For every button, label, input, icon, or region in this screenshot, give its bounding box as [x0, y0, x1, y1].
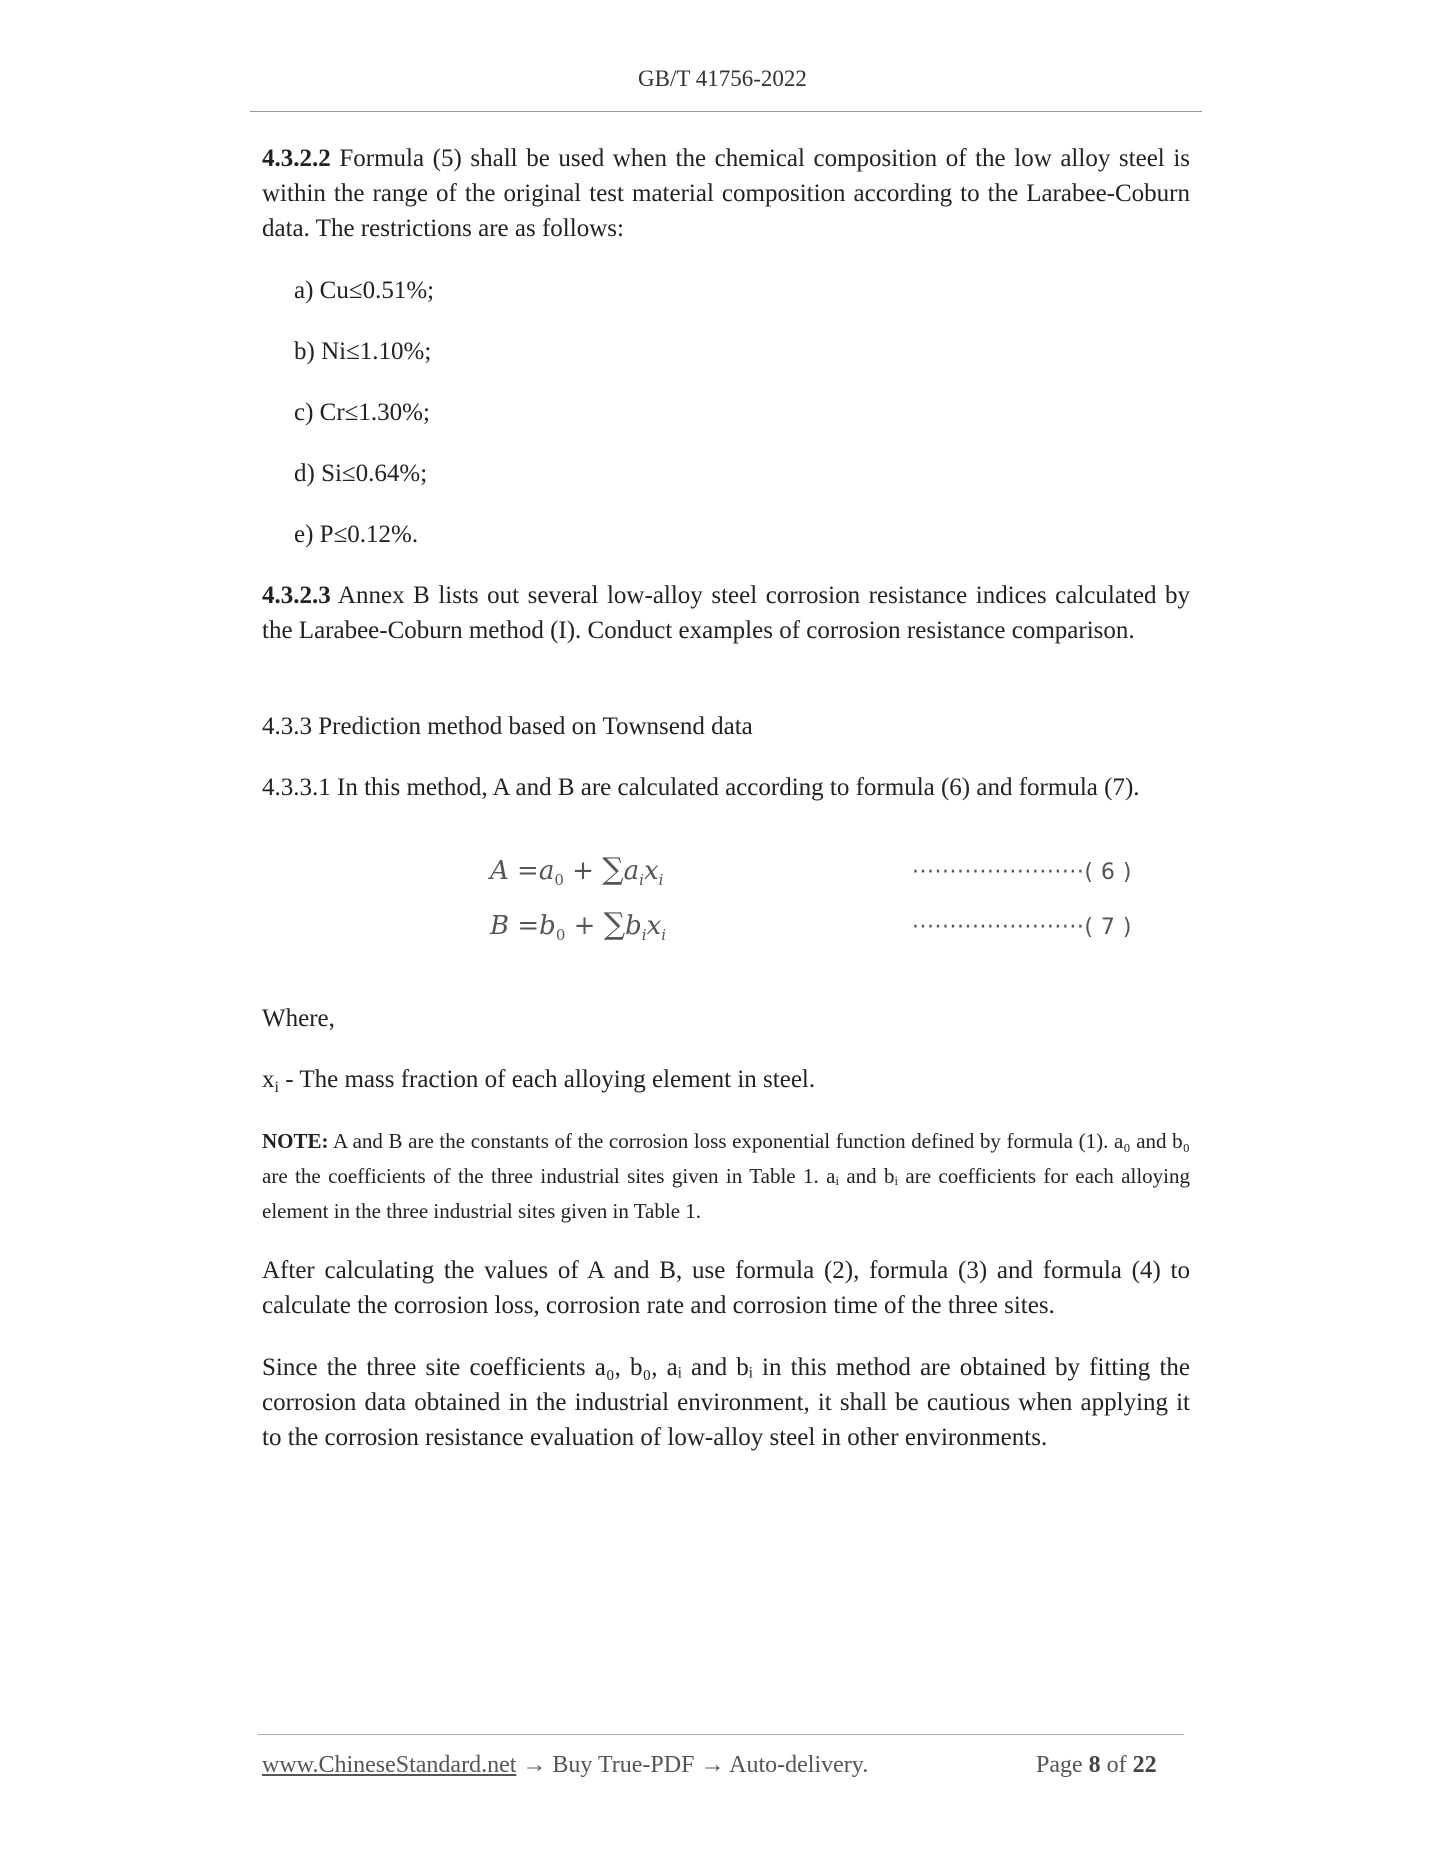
- section-4-3-3: 4.3.3 Prediction method based on Townsend data: [262, 713, 753, 740]
- paragraph-after-calculating: After calculating the values of A and B, use formula (2), formula (3) and formula (4) to calculate the corrosion loss, corrosion rate and corrosion time of the three sites.: [262, 1257, 1190, 1319]
- section-4-3-2-3: [262, 578, 1190, 648]
- restriction-item: c) Cr≤1.30%;: [294, 399, 430, 426]
- section-number: 4.3.2.2: [262, 145, 331, 172]
- restriction-item: a) Cu≤0.51%;: [294, 277, 435, 304]
- restriction-item: d) Si≤0.64%;: [294, 460, 428, 487]
- formula-6: $A =a_0 + \sum a_ix_i$: [490, 852, 664, 889]
- section-4-3-2-2: [262, 141, 1190, 246]
- section-number: 4.3.2.3: [262, 582, 331, 609]
- page-number: Page 8 of 22: [1036, 1752, 1157, 1778]
- note: [262, 1124, 1190, 1229]
- restriction-item: b) Ni≤1.10%;: [294, 338, 432, 365]
- page-header: GB/T 41756-2022: [638, 66, 807, 91]
- header-divider: [250, 111, 1202, 112]
- formula-7-leader: ·······················( 7 ): [912, 915, 1132, 940]
- note-label: NOTE:: [262, 1129, 329, 1153]
- section-text: Formula (5) shall be used when the chemical composition of the low alloy steel is within the range of the original test material composition according to the Larabee-Coburn data. The restrictions are as follows:: [262, 145, 1190, 242]
- restriction-item: e) P≤0.12%.: [294, 521, 419, 548]
- where-definition: $x_i$ - The mass fraction of each alloying element in steel.: [262, 1066, 816, 1096]
- where-label: Where,: [262, 1005, 335, 1032]
- formula-6-leader: ·······················( 6 ): [912, 860, 1132, 885]
- footer-links: www.ChineseStandard.net → Buy True-PDF → Auto-delivery.: [262, 1752, 869, 1778]
- footer-divider: [258, 1734, 1184, 1735]
- section-text: Annex B lists out several low-alloy steel corrosion resistance indices calculated by the Larabee-Coburn method (I). Conduct examples of corrosion resistance comparison.: [262, 582, 1190, 644]
- note-text: A and B are the constants of the corrosion loss exponential function defined by formula (1). a₀ and b₀ are the coefficients of the three industrial sites given in Table 1. aᵢ and bᵢ are coefficients for each alloying element in the three industrial sites given in Table 1.: [262, 1129, 1190, 1223]
- section-4-3-3-1: 4.3.3.1 In this method, A and B are calculated according to formula (6) and formula (7).: [262, 774, 1140, 801]
- paragraph-since: Since the three site coefficients a₀, b₀, aᵢ and bᵢ in this method are obtained by fitting the corrosion data obtained in the industrial environment, it shall be cautious when applying it to the corrosion resistance evaluation of low-alloy steel in other environments.: [262, 1354, 1190, 1451]
- website-link[interactable]: www.ChineseStandard.net: [262, 1752, 517, 1778]
- formula-7: $B =b_0 + \sum b_ix_i$: [490, 907, 667, 944]
- formula-7-number: ( 7 ): [1084, 915, 1132, 940]
- formula-6-number: ( 6 ): [1084, 860, 1132, 885]
